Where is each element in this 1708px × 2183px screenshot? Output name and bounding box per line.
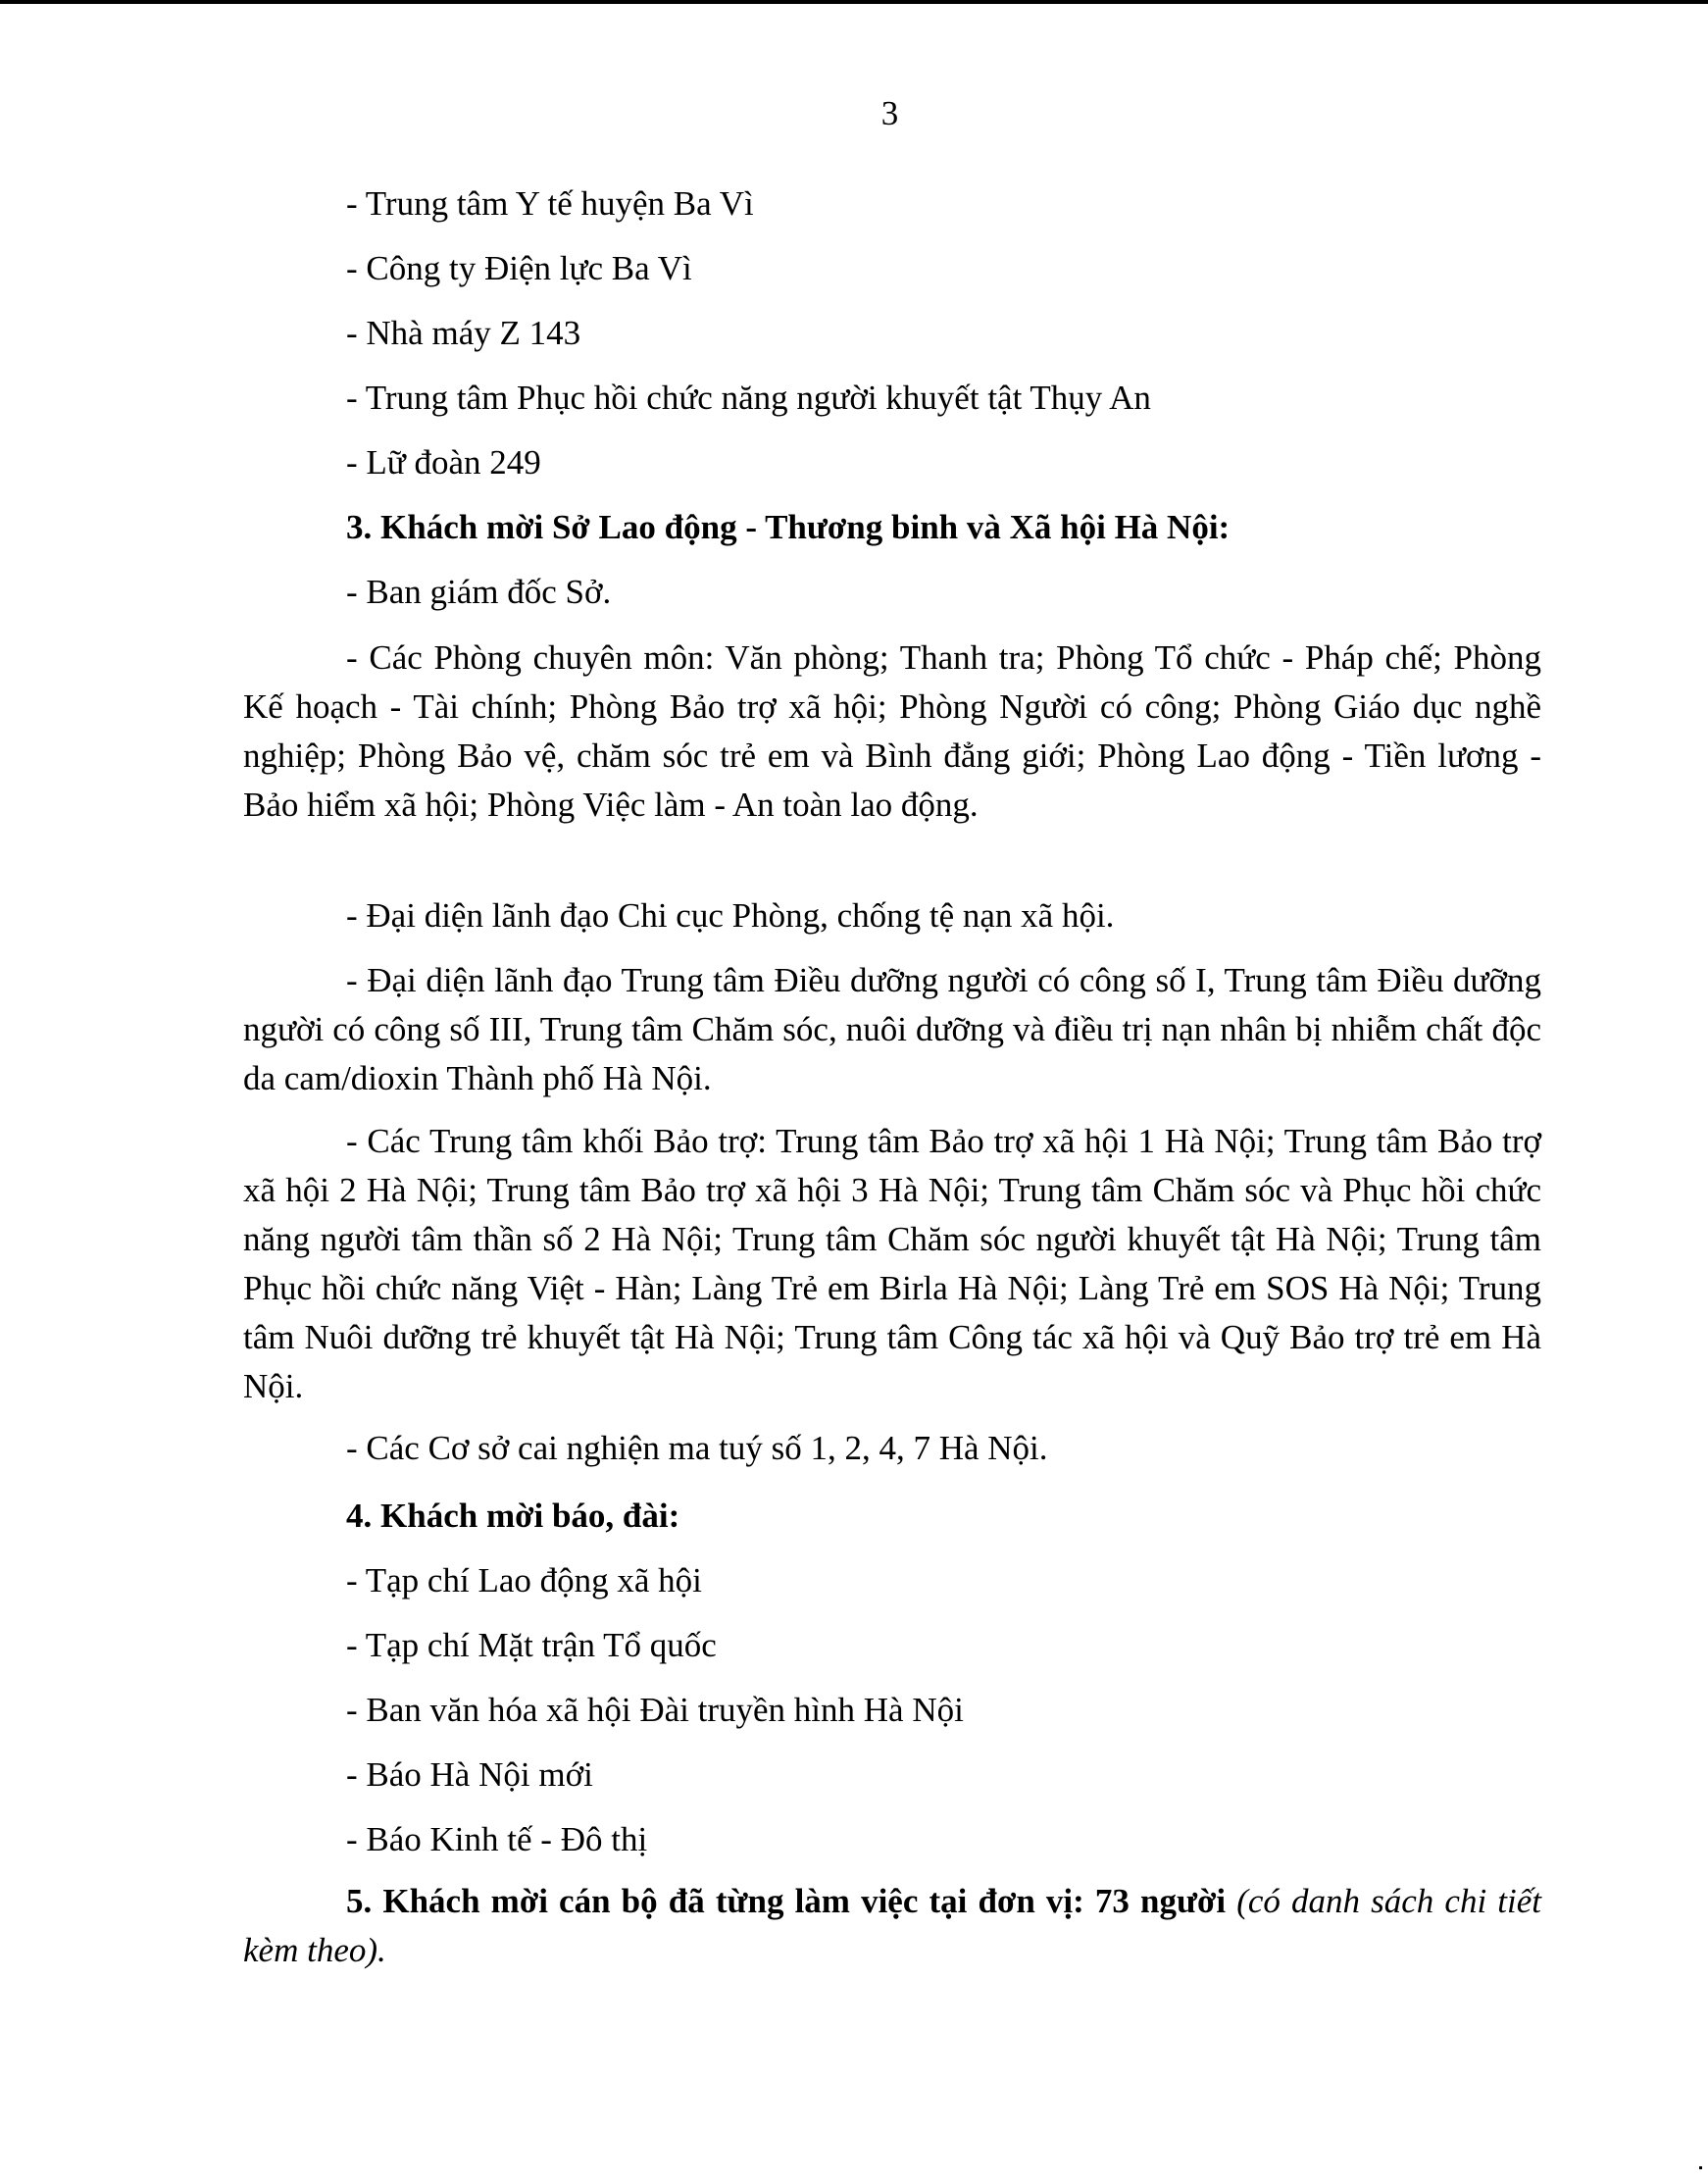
- paragraph-centers: - Đại diện lãnh đạo Trung tâm Điều dưỡng người có công số I, Trung tâm Điều dưỡng người có công số III, Trung tâm Chăm sóc, nuôi dưỡng và điều trị nạn nhân bị nhiễm chất độc da cam/dioxin Thành phố Hà Nội.: [243, 961, 1541, 1097]
- list-item-board: - Ban giám đốc Sở.: [346, 573, 612, 611]
- list-item-media: - Tạp chí Lao động xã hội: [346, 1561, 702, 1599]
- section-5-paragraph: [243, 1877, 1541, 1975]
- paragraph-rehab-facilities: - Các Cơ sở cai nghiện ma tuý số 1, 2, 4, 7 Hà Nội.: [346, 1429, 1048, 1467]
- list-item-media: - Báo Hà Nội mới: [346, 1755, 593, 1794]
- corner-mark: [1699, 2166, 1702, 2169]
- list-item-media: - Tạp chí Mặt trận Tổ quốc: [346, 1626, 717, 1664]
- list-item-media: - Báo Kinh tế - Đô thị: [346, 1820, 648, 1858]
- paragraph-departments: - Các Phòng chuyên môn: Văn phòng; Thanh tra; Phòng Tổ chức - Pháp chế; Phòng Kế hoạch - Tài chính; Phòng Bảo trợ xã hội; Phòng Người có công; Phòng Giáo dục nghề nghiệp; Phòng Bảo vệ, chăm sóc trẻ em và Bình đẳng giới; Phòng Lao động - Tiền lương - Bảo hiểm xã hội; Phòng Việc làm - An toàn lao động.: [243, 638, 1541, 824]
- section-3-heading: 3. Khách mời Sở Lao động - Thương binh và Xã hội Hà Nội:: [346, 508, 1231, 546]
- list-item-unit: - Trung tâm Y tế huyện Ba Vì: [346, 184, 754, 223]
- list-item-unit: - Trung tâm Phục hồi chức năng người khuyết tật Thụy An: [346, 379, 1151, 417]
- section-5-note: (có danh sách chi tiết kèm theo).: [243, 1882, 1541, 1969]
- paragraph-subdepartment: - Đại diện lãnh đạo Chi cục Phòng, chống tệ nạn xã hội.: [346, 896, 1115, 935]
- list-item-media: - Ban văn hóa xã hội Đài truyền hình Hà Nội: [346, 1691, 964, 1729]
- list-item-unit: - Lữ đoàn 249: [346, 443, 541, 482]
- paragraph-social-centers: - Các Trung tâm khối Bảo trợ: Trung tâm Bảo trợ xã hội 1 Hà Nội; Trung tâm Bảo trợ xã hội 2 Hà Nội; Trung tâm Bảo trợ xã hội 3 Hà Nội; Trung tâm Chăm sóc và Phục hồi chức năng người tâm thần số 2 Hà Nội; Trung tâm Chăm sóc người khuyết tật Hà Nội; Trung tâm Phục hồi chức năng Việt - Hàn; Làng Trẻ em Birla Hà Nội; Làng Trẻ em SOS Hà Nội; Trung tâm Nuôi dưỡng trẻ khuyết tật Hà Nội; Trung tâm Công tác xã hội và Quỹ Bảo trợ trẻ em Hà Nội.: [243, 1122, 1541, 1405]
- section-4-heading: 4. Khách mời báo, đài:: [346, 1497, 680, 1535]
- list-item-unit: - Nhà máy Z 143: [346, 314, 581, 352]
- list-item-unit: - Công ty Điện lực Ba Vì: [346, 249, 692, 287]
- section-5-heading: 5. Khách mời cán bộ đã từng làm việc tại đơn vị: 73 người: [346, 1882, 1227, 1920]
- page-number: 3: [880, 94, 899, 132]
